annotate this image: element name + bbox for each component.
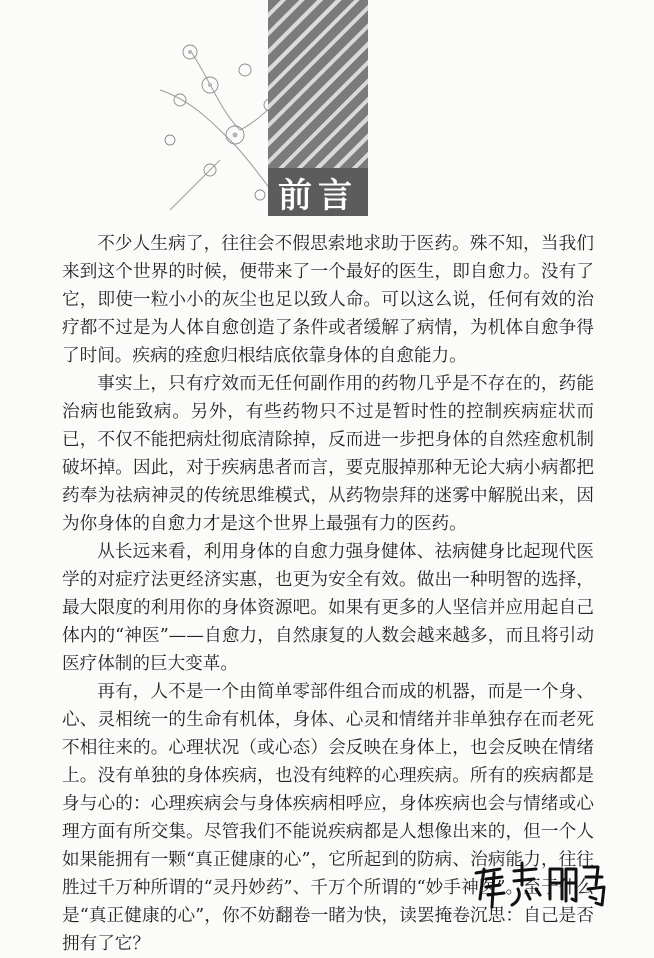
paragraph-2: 事实上，只有疗效而无任何副作用的药物几乎是不存在的，药能治病也能致病。另外，有些药物只不过是暂时性的控制疾病症状而已，不仅不能把病灶彻底清除掉，反而进一步把身体的自然痊愈机制破坏掉。因此，对于疾病患者而言，要克服掉那种无论大病小病都把药奉为祛病神灵的传统思维模式，从药物崇拜的迷雾中解脱出来，因为你身体的自愈力才是这个世界上最强有力的医药。 <box>62 374 594 534</box>
handwritten-signature <box>470 855 610 915</box>
paragraph-1: 不少人生病了，往往会不假思索地求助于医药。殊不知，当我们来到这个世界的时候，便带来了一个最好的医生，即自愈力。没有了它，即使一粒小小的灰尘也足以致人命。可以这么说，任何有效的治疗都不过是为人体自愈创造了条件或者缓解了病情，为机体自愈争得了时间。疾病的痊愈归根结底依靠身体的自愈能力。 <box>62 234 594 366</box>
title-box <box>268 168 368 216</box>
page-title: 前言 <box>278 175 358 216</box>
paragraph-4: 再有，人不是一个由简单零部件组合而成的机器，而是一个身、心、灵相统一的生命有机体，身体、心灵和情绪并非单独存在而老死不相往来的。心理状况（或心态）会反映在身体上，也会反映在情绪上。没有单独的身体疾病，也没有纯粹的心理疾病。所有的疾病都是身与心的：心理疾病会与身体疾病相呼应，身体疾病也会与情绪或心理方面有所交集。尽管我们不能说疾病都是人想像出来的，但一个人如果能拥有一颗“真正健康的心”，它所起到的防病、治病能力，往往胜过千万种所谓的“灵丹妙药”、千万个所谓的“妙手神医”。至于什么是“真正健康的心”，你不妨翻卷一睹为快，读罢掩卷沉思：自己是否拥有了它？ <box>62 682 594 954</box>
preface-body <box>62 230 594 958</box>
paragraph-3: 从长远来看，利用身体的自愈力强身健体、祛病健身比起现代医学的对症疗法更经济实惠，也更为安全有效。做出一种明智的选择，最大限度的利用你的身体资源吧。如果有更多的人坚信并应用起自己体内的“神医”——自愈力，自然康复的人数会越来越多，而且将引动医疗体制的巨大变革。 <box>62 542 594 674</box>
